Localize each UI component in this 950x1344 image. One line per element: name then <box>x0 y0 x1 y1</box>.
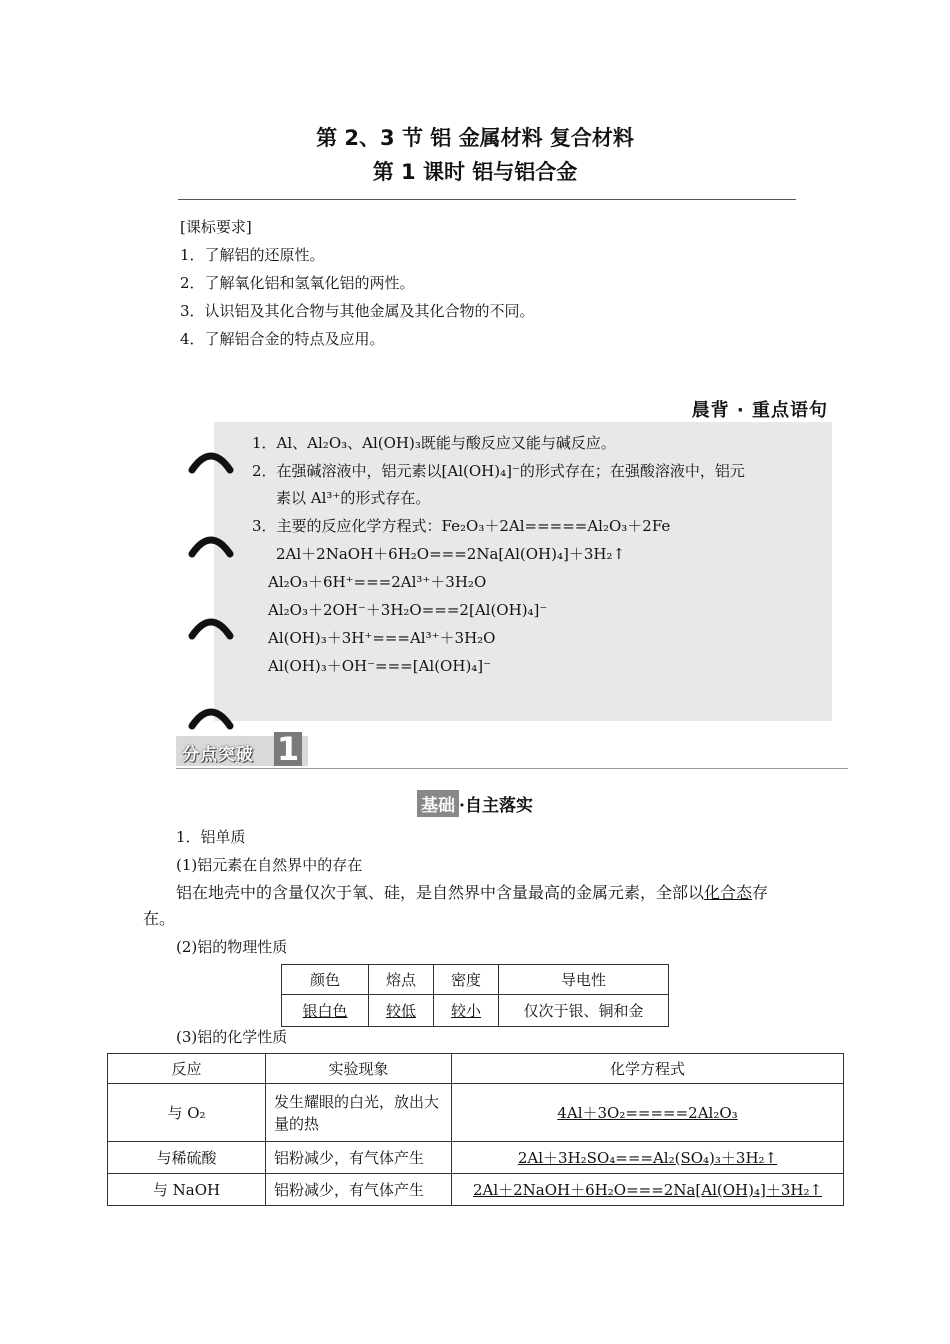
table-cell: 与 O₂ <box>108 1084 266 1142</box>
key-point-equation: 2Al＋2NaOH＋6H₂O===2Na[Al(OH)₄]＋3H₂↑ <box>276 545 626 563</box>
table-cell: 2Al＋2NaOH＋6H₂O===2Na[Al(OH)₄]＋3H₂↑ <box>452 1174 844 1206</box>
body-subheading: (1)铝元素在自然界中的存在 <box>176 856 363 874</box>
key-points-header <box>214 396 832 421</box>
physical-properties-table <box>281 964 669 1027</box>
body-paragraph-cont: 在。 <box>143 909 176 928</box>
key-point-line: 1．Al、Al₂O₃、Al(OH)₃既能与酸反应又能与碱反应。 <box>252 434 616 452</box>
key-point-line: 素以 Al³⁺的形式存在。 <box>276 489 431 507</box>
table-cell: 银白色 <box>282 995 369 1027</box>
key-points-title: 晨背 · 重点语句 <box>691 400 828 421</box>
table-cell: 与 NaOH <box>108 1174 266 1206</box>
requirement-item: 3．认识铝及其化合物与其他金属及其化合物的不同。 <box>180 302 535 320</box>
subheading-tag: 基础 <box>417 790 459 817</box>
table-cell: 铝粉减少，有气体产生 <box>266 1142 452 1174</box>
binder-ring-icon <box>188 444 234 480</box>
table-cell: 较低 <box>369 995 434 1027</box>
key-point-line: 3．主要的反应化学方程式：Fe₂O₃＋2Al=====Al₂O₃＋2Fe <box>252 517 671 535</box>
table-cell: 2Al＋3H₂SO₄===Al₂(SO₄)₃＋3H₂↑ <box>452 1142 844 1174</box>
requirement-item: 4．了解铝合金的特点及应用。 <box>180 330 385 348</box>
key-point-equation: Al₂O₃＋6H⁺===2Al³⁺＋3H₂O <box>268 573 487 591</box>
table-cell: 4Al＋3O₂=====2Al₂O₃ <box>452 1084 844 1142</box>
body-heading: 1．铝单质 <box>176 828 246 846</box>
table-header: 密度 <box>434 965 499 995</box>
body-paragraph: 铝在地壳中的含量仅次于氧、硅，是自然界中含量最高的金属元素，全部以化合态存 <box>176 883 769 902</box>
table-header: 反应 <box>108 1054 266 1084</box>
page-title: 第 2、3 节 铝 金属材料 复合材料 <box>316 126 634 150</box>
key-point-equation: Al₂O₃＋2OH⁻＋3H₂O===2[Al(OH)₄]⁻ <box>268 601 548 619</box>
table-header: 颜色 <box>282 965 369 995</box>
table-header: 熔点 <box>369 965 434 995</box>
table-cell: 仅次于银、铜和金 <box>499 995 669 1027</box>
table-cell: 铝粉减少，有气体产生 <box>266 1174 452 1206</box>
body-subheading: (2)铝的物理性质 <box>176 938 288 956</box>
requirements-heading: [课标要求] <box>180 218 252 236</box>
subheading-text: ·自主落实 <box>459 796 533 816</box>
table-header: 实验现象 <box>266 1054 452 1084</box>
key-point-line: 2．在强碱溶液中，铝元素以[Al(OH)₄]⁻的形式存在；在强酸溶液中，铝元 <box>252 462 745 480</box>
section-subheading <box>0 790 950 817</box>
table-header: 导电性 <box>499 965 669 995</box>
table-cell: 发生耀眼的白光，放出大量的热 <box>266 1084 452 1142</box>
body-subheading: (3)铝的化学性质 <box>176 1028 288 1046</box>
requirement-item: 2．了解氧化铝和氢氧化铝的两性。 <box>180 274 415 292</box>
table-cell: 较小 <box>434 995 499 1027</box>
table-header: 化学方程式 <box>452 1054 844 1084</box>
underlined-answer: 化合态 <box>704 883 753 902</box>
binder-ring-icon <box>188 700 234 736</box>
key-point-equation: Al(OH)₃＋OH⁻===[Al(OH)₄]⁻ <box>268 657 492 675</box>
requirement-item: 1．了解铝的还原性。 <box>180 246 325 264</box>
section-banner-text: 分点突破 <box>182 745 254 765</box>
chemical-properties-table <box>107 1053 844 1206</box>
page-subtitle: 第 1 课时 铝与铝合金 <box>372 160 578 184</box>
section-banner <box>176 730 308 768</box>
binder-ring-icon <box>188 610 234 646</box>
section-divider <box>176 768 848 769</box>
binder-ring-icon <box>188 528 234 564</box>
section-banner-number: 1 <box>274 732 302 766</box>
key-point-equation: Al(OH)₃＋3H⁺===Al³⁺＋3H₂O <box>268 629 496 647</box>
table-cell: 与稀硫酸 <box>108 1142 266 1174</box>
title-divider <box>178 199 796 200</box>
